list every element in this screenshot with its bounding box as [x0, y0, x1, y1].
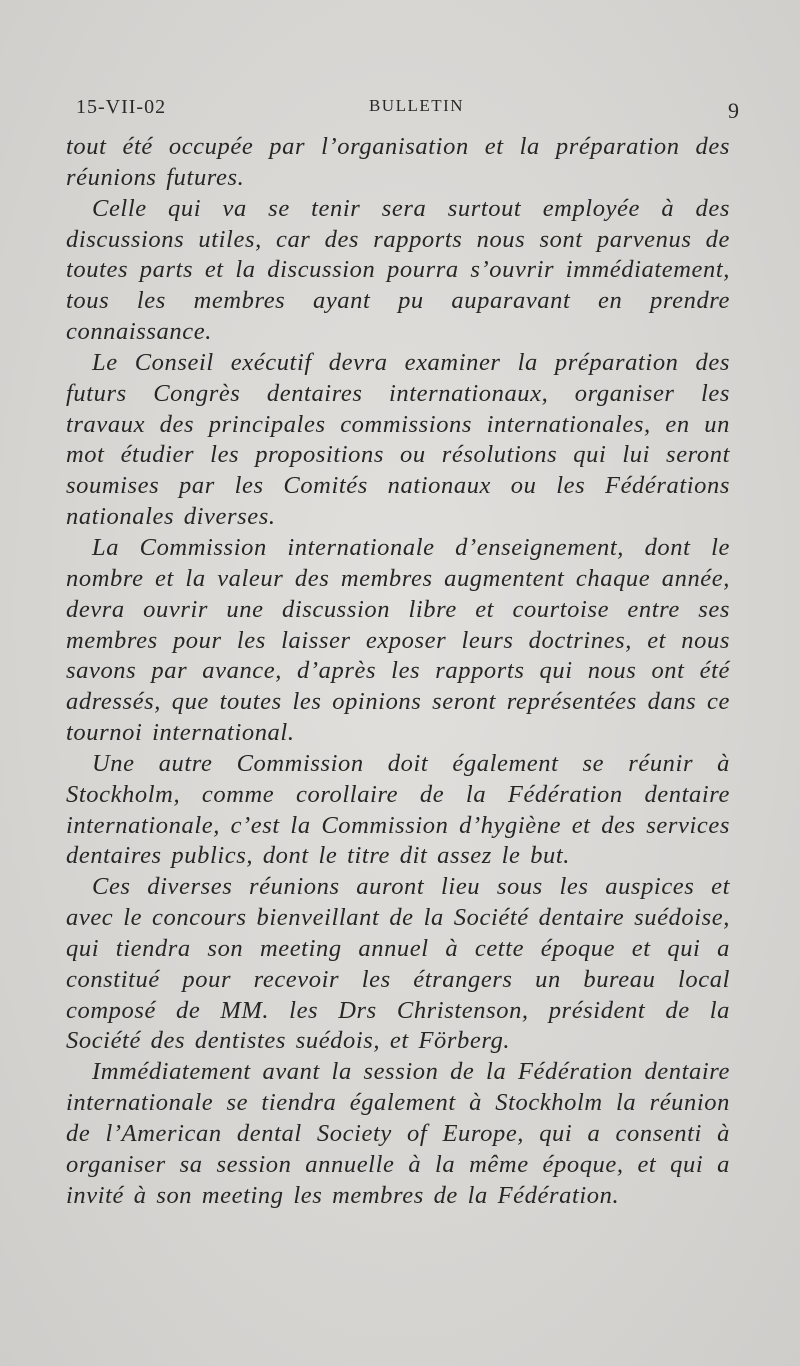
- running-title: BULLETIN: [368, 96, 465, 115]
- body-text: [66, 132, 730, 1212]
- paragraph: Ces diverses réunions auront lieu sous les auspices et avec le concours bienveillant de la Société dentaire suédoise, qui tiendra son meeting annuel à cette époque et qui a constitué pour recevoir les étrangers un bureau local composé de MM. les Drs Christenson, président de la Société des dentistes suédois, et Förberg.: [66, 873, 730, 1055]
- paragraph-continued: tout été occupée par l’organisation et la préparation des réunions futures.: [66, 133, 730, 191]
- paragraph: Le Conseil exécutif devra examiner la préparation des futurs Congrès dentaires internationaux, organiser les travaux des principales commissions internationales, en un mot étudier les propositions ou résolutions qui lui seront soumises par les Comités nationaux ou les Fédérations nationales diverses.: [66, 348, 730, 531]
- issue-date: 15-VII-02: [76, 96, 167, 118]
- paragraph: La Commission internationale d’enseignement, dont le nombre et la valeur des membres augmentent chaque année, devra ouvrir une discussion libre et courtoise entre ses membres pour les laisser exposer leurs doctrines, et nous savons par avance, d’après les rapports qui nous ont été adressés, que toutes les opinions seront représentées dans ce tournoi international.: [66, 533, 730, 747]
- paragraph: Celle qui va se tenir sera surtout employée à des discussions utiles, car des rapports nous sont parvenus de toutes parts et la discussion pourra s’ouvrir immédiatement, tous les membres ayant pu auparavant en prendre connaissance.: [66, 194, 730, 346]
- paragraph: Immédiatement avant la session de la Fédération dentaire internationale se tiendra également à Stockholm la réunion de l’American dental Society of Europe, qui a consenti à organiser sa session annuelle à la même époque, et qui a invité à son meeting les membres de la Fédération.: [66, 1058, 730, 1209]
- running-header: [76, 96, 739, 126]
- paragraph: Une autre Commission doit également se réunir à Stockholm, comme corollaire de la Fédération dentaire internationale, c’est la Commission d’hygiène et des services dentaires publics, dont le titre dit assez le but.: [66, 749, 730, 870]
- page-number: 9: [728, 98, 739, 123]
